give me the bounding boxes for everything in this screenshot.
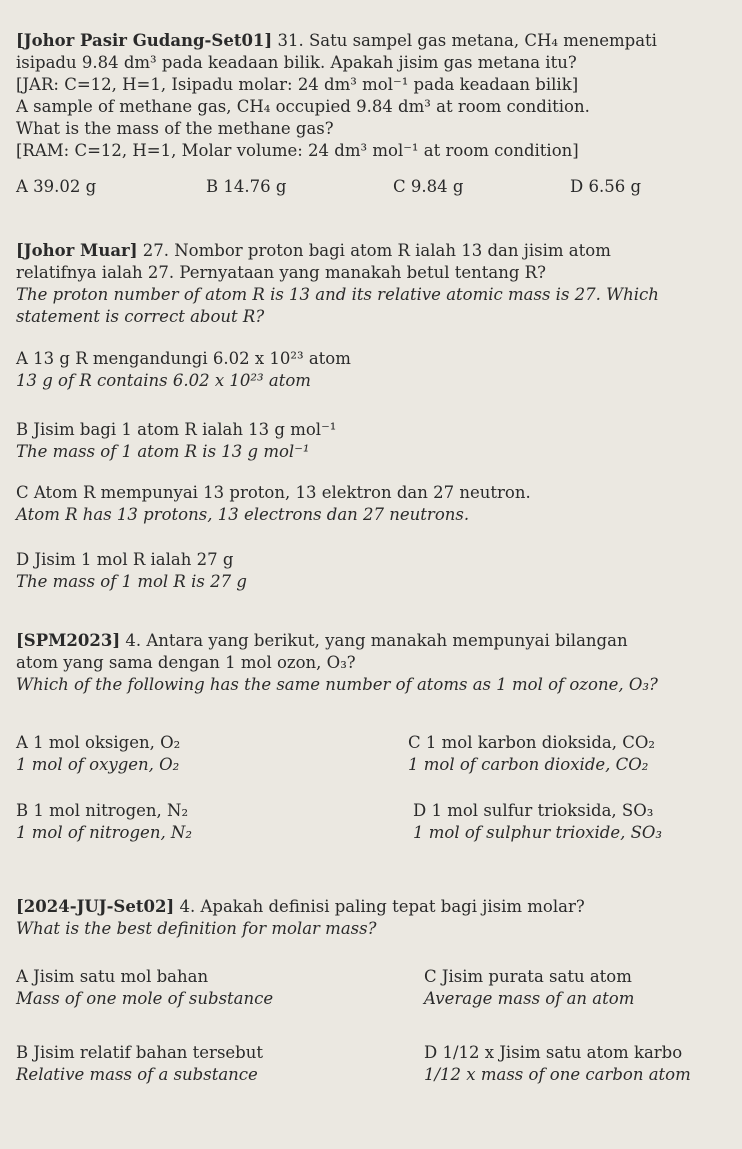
- q4-source-tag: [2024-JUJ-Set02]: [16, 897, 175, 916]
- q3-option-c-en: 1 mol of carbon dioxide, CO₂: [408, 755, 649, 774]
- q1-ms-line-3: [JAR: C=12, H=1, Isipadu molar: 24 dm³ mol⁻¹ pada keadaan bilik]: [16, 75, 579, 94]
- q3-option-d[interactable]: [413, 800, 662, 844]
- q1-ms-line-2: isipadu 9.84 dm³ pada keadaan bilik. Apakah jisim gas metana itu?: [16, 53, 577, 72]
- q4-option-c[interactable]: [424, 966, 634, 1010]
- q2-en-line-1: The proton number of atom R is 13 and its relative atomic mass is 27. Which: [16, 285, 659, 304]
- q2-option-d[interactable]: [16, 549, 742, 593]
- question-2: [16, 240, 742, 328]
- q3-option-a-ms: A 1 mol oksigen, O₂: [16, 733, 181, 752]
- q2-ms-line-1: [Johor Muar] 27. Nombor proton bagi atom R ialah 13 dan jisim atom: [16, 241, 611, 260]
- question-4: [16, 896, 742, 940]
- q4-option-a[interactable]: [16, 966, 273, 1010]
- q1-ms-line-1: [Johor Pasir Gudang-Set01] 31. Satu sampel gas metana, CH₄ menempati: [16, 31, 657, 50]
- q2-option-b-en: The mass of 1 atom R is 13 g mol⁻¹: [16, 442, 310, 461]
- q4-option-d[interactable]: [424, 1042, 742, 1086]
- q1-en-line-3: [RAM: C=12, H=1, Molar volume: 24 dm³ mol⁻¹ at room condition]: [16, 141, 579, 160]
- q3-option-b-en: 1 mol of nitrogen, N₂: [16, 823, 192, 842]
- q4-option-d-en: 1/12 x mass of one carbon atom: [424, 1065, 691, 1084]
- q2-option-a-en: 13 g of R contains 6.02 x 10²³ atom: [16, 371, 311, 390]
- q1-en-line-2: What is the mass of the methane gas?: [16, 119, 334, 138]
- q4-option-a-ms: A Jisim satu mol bahan: [16, 967, 209, 986]
- question-3: [16, 630, 742, 696]
- q3-option-c[interactable]: [408, 732, 655, 776]
- q3-options-row-1: [0, 732, 742, 780]
- q4-option-b-en: Relative mass of a substance: [16, 1065, 258, 1084]
- q4-options-row-2: [0, 1042, 742, 1090]
- q4-option-d-ms: D 1/12 x Jisim satu atom karbo: [424, 1043, 683, 1062]
- q1-source-tag: [Johor Pasir Gudang-Set01]: [16, 31, 273, 50]
- q3-option-c-ms: C 1 mol karbon dioksida, CO₂: [408, 733, 655, 752]
- q1-option-d[interactable]: D 6.56 g: [570, 177, 642, 196]
- q4-options-row-1: [0, 966, 742, 1014]
- q2-option-d-en: The mass of 1 mol R is 27 g: [16, 572, 247, 591]
- q3-option-a[interactable]: [16, 732, 180, 776]
- q2-option-a[interactable]: [16, 348, 742, 392]
- q3-options-row-2: [0, 800, 742, 848]
- q3-option-b[interactable]: [16, 800, 192, 844]
- q3-option-d-en: 1 mol of sulphur trioxide, SO₃: [413, 823, 663, 842]
- q4-ms-line-1: [2024-JUJ-Set02] 4. Apakah definisi paling tepat bagi jisim molar?: [16, 897, 585, 916]
- q1-option-b[interactable]: B 14.76 g: [206, 177, 287, 196]
- q1-option-a[interactable]: A 39.02 g: [16, 177, 97, 196]
- q1-option-c[interactable]: C 9.84 g: [393, 177, 464, 196]
- q2-option-b-ms: B Jisim bagi 1 atom R ialah 13 g mol⁻¹: [16, 420, 337, 439]
- q1-en-line-1: A sample of methane gas, CH₄ occupied 9.84 dm³ at room condition.: [16, 97, 590, 116]
- q4-option-c-ms: C Jisim purata satu atom: [424, 967, 632, 986]
- q2-option-c-en: Atom R has 13 protons, 13 electrons dan 27 neutrons.: [16, 505, 470, 524]
- q2-ms-line-2: relatifnya ialah 27. Pernyataan yang manakah betul tentang R?: [16, 263, 546, 282]
- q4-option-b[interactable]: [16, 1042, 263, 1086]
- q3-option-a-en: 1 mol of oxygen, O₂: [16, 755, 180, 774]
- q2-source-tag: [Johor Muar]: [16, 241, 138, 260]
- q3-source-tag: [SPM2023]: [16, 631, 121, 650]
- q2-option-a-ms: A 13 g R mengandungi 6.02 x 10²³ atom: [16, 349, 351, 368]
- q2-option-c[interactable]: [16, 482, 742, 526]
- q4-option-a-en: Mass of one mole of substance: [16, 989, 274, 1008]
- question-1: [16, 30, 742, 162]
- q2-option-c-ms: C Atom R mempunyai 13 proton, 13 elektron dan 27 neutron.: [16, 483, 531, 502]
- q2-en-line-2: statement is correct about R?: [16, 307, 265, 326]
- q3-option-d-ms: D 1 mol sulfur trioksida, SO₃: [413, 801, 654, 820]
- q1-options: [0, 176, 742, 200]
- q4-option-b-ms: B Jisim relatif bahan tersebut: [16, 1043, 263, 1062]
- q2-option-d-ms: D Jisim 1 mol R ialah 27 g: [16, 550, 234, 569]
- q3-option-b-ms: B 1 mol nitrogen, N₂: [16, 801, 189, 820]
- q2-option-b[interactable]: [16, 419, 742, 463]
- q4-en-line-1: What is the best definition for molar mass?: [16, 919, 377, 938]
- q4-option-c-en: Average mass of an atom: [424, 989, 635, 1008]
- q3-en-line-1: Which of the following has the same number of atoms as 1 mol of ozone, O₃?: [16, 675, 658, 694]
- q3-ms-line-2: atom yang sama dengan 1 mol ozon, O₃?: [16, 653, 356, 672]
- q3-ms-line-1: [SPM2023] 4. Antara yang berikut, yang manakah mempunyai bilangan: [16, 631, 628, 650]
